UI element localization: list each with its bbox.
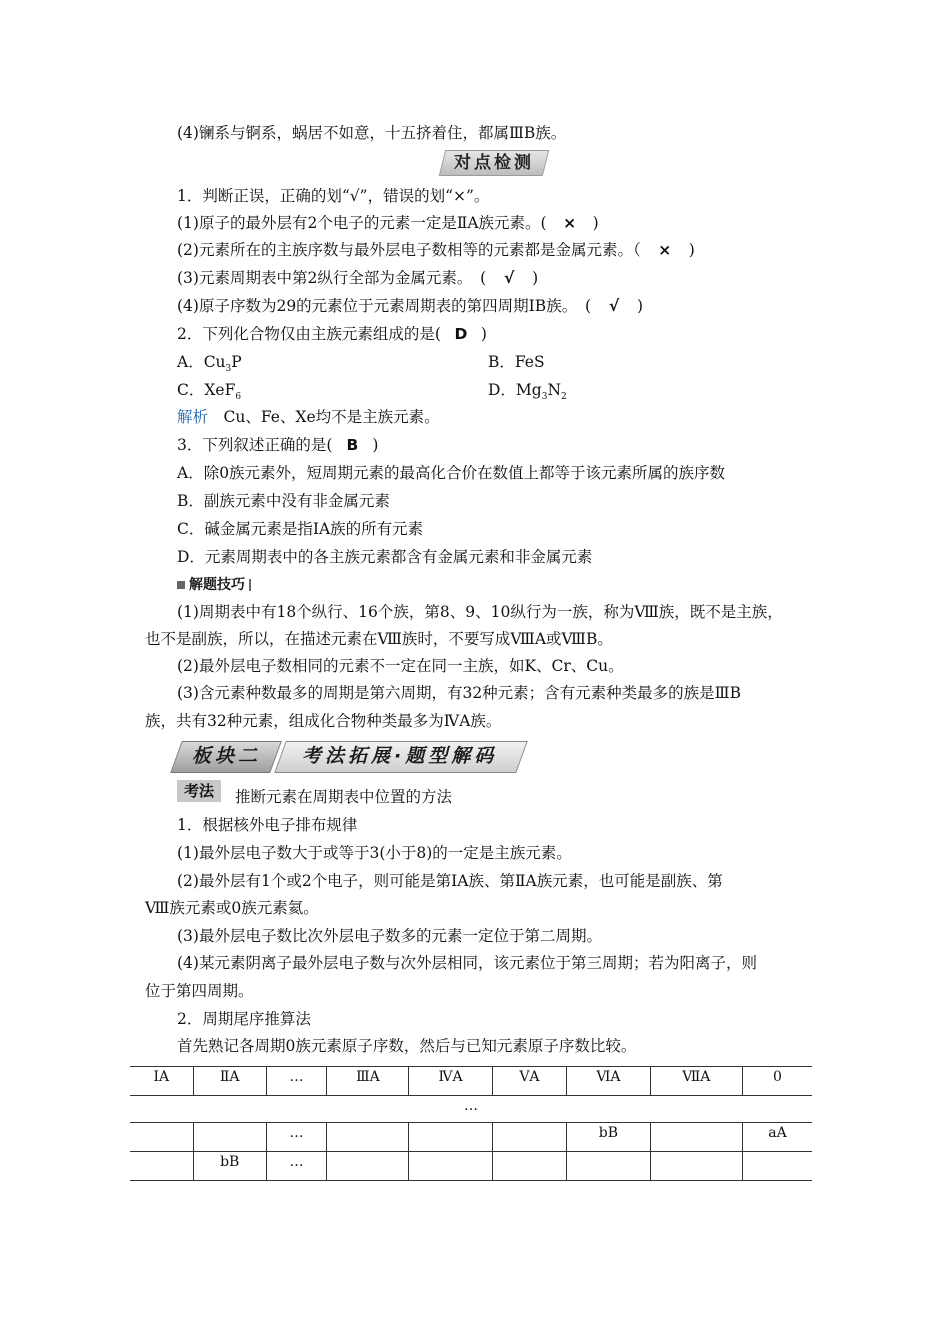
option-d: D．$Mg_3N_2$ — [488, 381, 567, 403]
table-cell: ⅢA — [327, 1067, 409, 1096]
explanation: 解析 Cu、Fe、Xe均不是主族元素。 — [177, 408, 440, 426]
table-cell — [409, 1152, 492, 1181]
table-cell: … — [266, 1067, 327, 1096]
table-cell — [742, 1152, 812, 1181]
table-cell: … — [130, 1096, 812, 1123]
text-line: (2)最外层电子数相同的元素不一定在同一主族，如K、Cr、Cu。 — [177, 657, 624, 675]
text-line: (3)最外层电子数比次外层电子数多的元素一定位于第二周期。 — [177, 927, 602, 945]
text-line: (3)含元素种数最多的周期是第六周期，有32种元素；含有元素种类最多的族是ⅢB — [177, 684, 742, 702]
table-cell: ⅤA — [492, 1067, 567, 1096]
text-line: (1)最外层电子数大于或等于3(小于8)的一定是主族元素。 — [177, 844, 572, 862]
option-b: B．FeS — [488, 353, 545, 371]
text-line: 1．根据核外电子排布规律 — [177, 816, 358, 834]
table-cell: ⅥA — [567, 1067, 650, 1096]
table-cell: bB — [193, 1152, 266, 1181]
table-cell — [327, 1123, 409, 1152]
text-line: 位于第四周期。 — [145, 982, 254, 1000]
question-2: 2．下列化合物仅由主族元素组成的是( D ) — [177, 325, 487, 343]
option-d: D．元素周期表中的各主族元素都含有金属元素和非金属元素 — [177, 548, 593, 566]
text-line: 族，共有32种元素，组成化合物种类最多为ⅣA族。 — [145, 712, 502, 730]
table-row — [130, 1096, 812, 1123]
method-label: 考法 — [177, 780, 221, 802]
table-cell: ⅣA — [409, 1067, 492, 1096]
text-line: (2)最外层有1个或2个电子，则可能是第ⅠA族、第ⅡA族元素，也可能是副族、第 — [177, 872, 723, 890]
periodic-table-fragment — [130, 1066, 812, 1181]
question-1-item-1: (1)原子的最外层有2个电子的元素一定是ⅡA族元素。( × ) — [177, 214, 599, 232]
table-cell — [130, 1123, 193, 1152]
question-3: 3．下列叙述正确的是( B ) — [177, 436, 379, 454]
question-1-item-3: (3)元素周期表中第2纵行全部为金属元素。 ( √ ) — [177, 269, 539, 287]
table-cell — [492, 1152, 567, 1181]
table-cell — [130, 1152, 193, 1181]
text-line: 也不是副族，所以，在描述元素在Ⅷ族时，不要写成ⅧA或ⅧB。 — [145, 630, 613, 648]
tips-heading: 解题技巧 — [177, 574, 251, 594]
option-a: A．除0族元素外，短周期元素的最高化合价在数值上都等于该元素所属的族序数 — [177, 464, 726, 482]
text-line: 首先熟记各周期0族元素原子序数，然后与已知元素原子序数比较。 — [177, 1037, 637, 1055]
text-line: (4)镧系与锕系，蜗居不如意，十五挤着住，都属ⅢB族。 — [177, 124, 567, 142]
table-cell — [567, 1152, 650, 1181]
table-cell — [193, 1123, 266, 1152]
table-cell: … — [266, 1123, 327, 1152]
table-cell: bB — [567, 1123, 650, 1152]
table-cell: ⅦA — [650, 1067, 742, 1096]
method-title: 推断元素在周期表中位置的方法 — [235, 788, 453, 806]
explanation-label: 解析 — [177, 408, 209, 426]
table-cell: … — [266, 1152, 327, 1181]
question-1-item-4: (4)原子序数为29的元素位于元素周期表的第四周期ⅠB族。 ( √ ) — [177, 297, 644, 315]
section-banner-practice: 对点检测 — [439, 150, 549, 176]
option-b: B．副族元素中没有非金属元素 — [177, 492, 390, 510]
table-row — [130, 1152, 812, 1181]
text-line: (4)某元素阴离子最外层电子数与次外层相同，该元素位于第三周期；若为阳离子，则 — [177, 954, 757, 972]
text-line: Ⅷ族元素或0族元素氦。 — [145, 899, 319, 917]
table-cell: aA — [742, 1123, 812, 1152]
section-banner-2: 板块二 考法拓展·题型解码 — [176, 741, 526, 771]
table-cell — [492, 1123, 567, 1152]
table-cell — [409, 1123, 492, 1152]
table-header-row — [130, 1067, 812, 1096]
table-cell: ⅡA — [193, 1067, 266, 1096]
table-cell — [327, 1152, 409, 1181]
option-c: C．碱金属元素是指ⅠA族的所有元素 — [177, 520, 424, 538]
question-1: 1．判断正误，正确的划“√”，错误的划“×”。 — [177, 187, 490, 205]
table-cell — [650, 1123, 742, 1152]
table-cell: 0 — [742, 1067, 812, 1096]
option-c: C．XeF$_6$ — [177, 381, 242, 403]
table-cell: ⅠA — [130, 1067, 193, 1096]
text-line: (1)周期表中有18个纵行、16个族，第8、9、10纵行为一族，称为Ⅷ族，既不是主族， — [177, 603, 783, 621]
table-cell — [650, 1152, 742, 1181]
table-row — [130, 1123, 812, 1152]
question-1-item-2: (2)元素所在的主族序数与最外层电子数相等的元素都是金属元素。（ × ) — [177, 241, 695, 259]
option-a: A．$Cu_3P$ — [177, 353, 242, 375]
text-line: 2．周期尾序推算法 — [177, 1010, 311, 1028]
